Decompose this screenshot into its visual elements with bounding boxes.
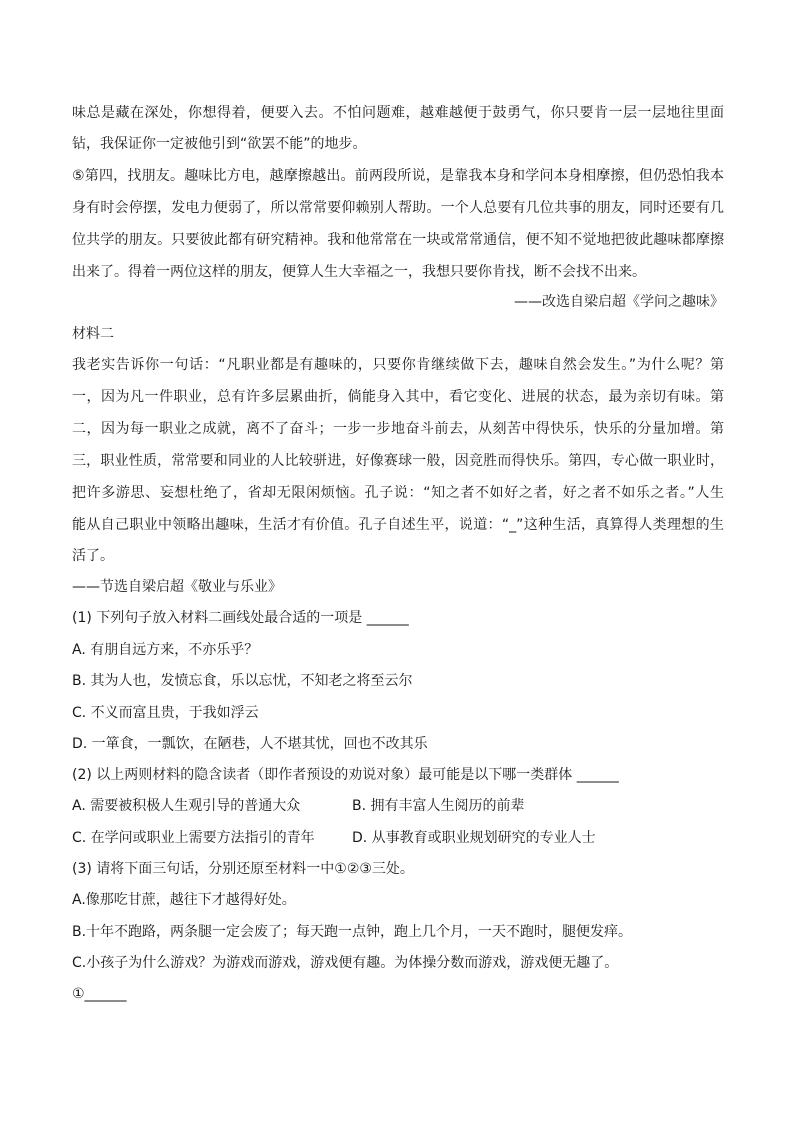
- material1-paragraph5-line: 出来了。得着一两位这样的朋友，便算人生大幸福之一，我想只要你肯找，断不会找不出来。: [72, 264, 646, 280]
- question3-sentence-c: C.小孩子为什么游戏？为游戏而游戏，游戏便有趣。为体操分数而游戏，游戏便无趣了。: [72, 955, 619, 971]
- material2-line: 把许多游思、妄想杜绝了，省却无限闲烦恼。孔子说：“知之者不如好之者，好之者不如乐之者。”人生: [72, 485, 724, 501]
- material2-line: 二，因为每一职业之成就，离不了奋斗；一步一步地奋斗前去，从刻苦中得快乐，快乐的分量加增。第: [72, 421, 724, 437]
- material2-line: 我老实告诉你一句话：“凡职业都是有趣味的，只要你肯继续做下去，趣味自然会发生。”为什么呢？第: [72, 357, 724, 373]
- question2-option-c: C. 在学问或职业上需要方法指引的青年: [72, 830, 315, 846]
- question3-sentence-b: B.十年不跑路，两条腿一定会废了；每天跑一点钟，跑上几个月，一天不跑时，腿便发痒。: [72, 924, 633, 940]
- question2-stem: (2) 以上两则材料的隐含读者（即作者预设的劝说对象）最可能是以下哪一类群体 ______: [72, 767, 619, 783]
- question1-stem: (1) 下列句子放入材料二画线处最合适的一项是 ______: [72, 610, 409, 626]
- question3-sentence-a: A.像那吃甘蔗，越往下才越得好处。: [72, 892, 296, 908]
- question1-option-b: B. 其为人也，发愤忘食，乐以忘忧，不知老之将至云尔: [72, 673, 413, 689]
- material1-paragraph5-line: 身有时会停摆，发电力便弱了，所以常常要仰赖别人帮助。一个人总要有几位共事的朋友，同时还要有几: [72, 200, 724, 216]
- material2-line: 一，因为凡一件职业，总有许多层累曲折，倘能身入其中，看它变化、进展的状态，最为亲切有味。第: [72, 389, 724, 405]
- material2-heading: 材料二: [72, 326, 114, 342]
- material2-source: ——节选自梁启超《敬业与乐业》: [72, 579, 282, 595]
- material2-line: 活了。: [72, 548, 114, 564]
- question1-option-c: C. 不义而富且贵，于我如浮云: [72, 705, 259, 721]
- question3-stem: (3) 请将下面三句话，分别还原至材料一中①②③三处。: [72, 861, 414, 877]
- material1-line: 钻，我保证你一定被他引到“欲罢不能”的地步。: [72, 136, 367, 152]
- question1-option-d: D. 一箪食，一瓢饮，在陋巷，人不堪其忧，回也不改其乐: [72, 736, 428, 752]
- answer-blank-1[interactable]: ①______: [72, 986, 127, 1002]
- material1-paragraph5-line: ⑤第四，找朋友。趣味比方电，越摩擦越出。前两段所说，是靠我本身和学问本身相摩擦，但仍恐怕我本: [72, 168, 724, 184]
- question1-option-a: A. 有朋自远方来，不亦乐乎？: [72, 642, 259, 658]
- question2-option-d: D. 从事教育或职业规划研究的专业人士: [352, 830, 596, 846]
- question2-option-a: A. 需要被积极人生观引导的普通大众: [72, 798, 301, 814]
- material1-line: 味总是藏在深处，你想得着，便要入去。不怕问题难，越难越便于鼓勇气，你只要肯一层一层地往里面: [72, 105, 724, 121]
- material1-source: ——改选自梁启超《学问之趣味》: [514, 294, 724, 310]
- material1-paragraph5-line: 位共学的朋友。只要彼此都有研究精神。我和他常常在一块或常常通信，便不知不觉地把彼此趣味都摩擦: [72, 232, 724, 248]
- material2-line: 三，职业性质，常常要和同业的人比较骈进，好像赛球一般，因竞胜而得快乐。第四，专心做一职业时，: [72, 453, 724, 469]
- material2-line: 能从自己职业中领略出趣味，生活才有价值。孔子自述生平，说道：“_”这种生活，真算得人类理想的生: [72, 517, 724, 533]
- question2-option-b: B. 拥有丰富人生阅历的前辈: [352, 798, 525, 814]
